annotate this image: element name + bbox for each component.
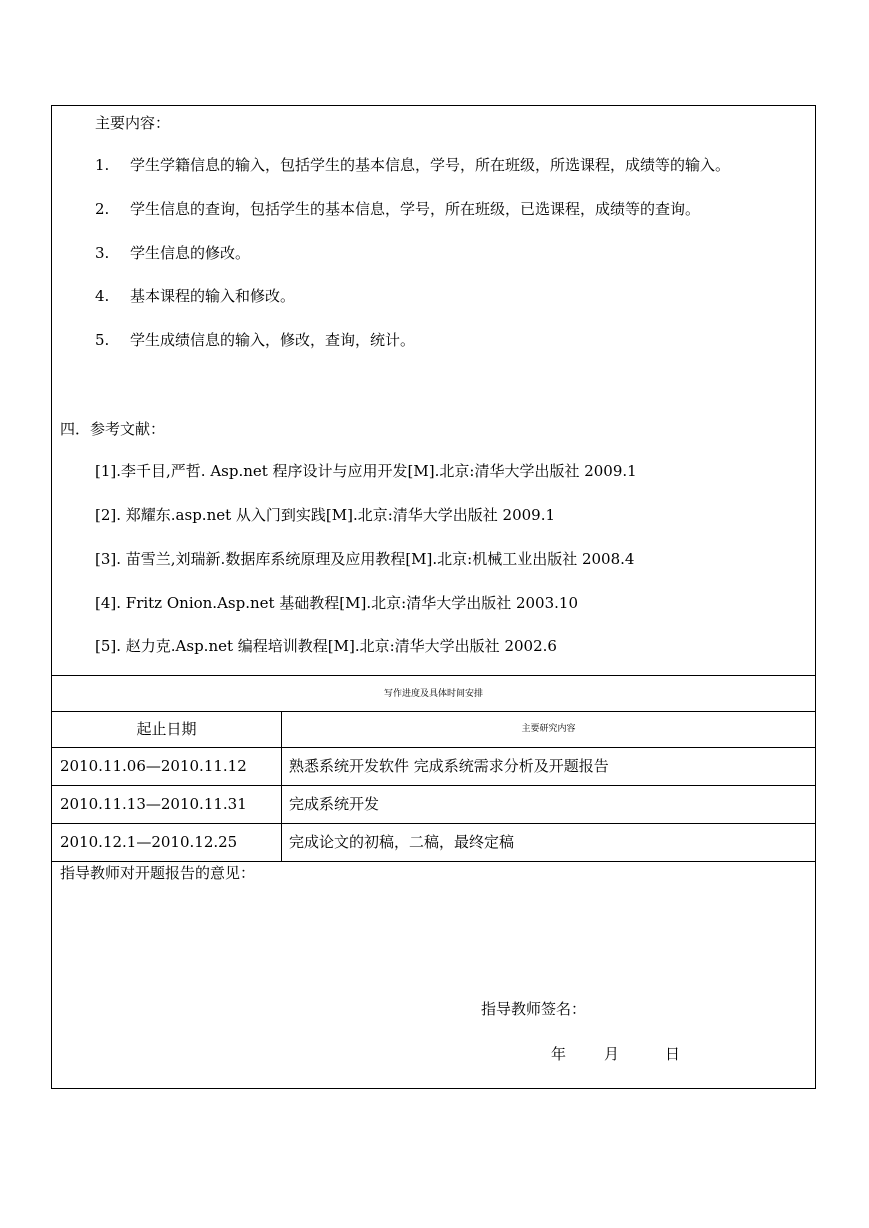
report-form-table bbox=[51, 105, 816, 1089]
schedule-date: 2010.12.1—2010.12.25 bbox=[60, 833, 238, 851]
advisor-opinion-label: 指导教师对开题报告的意见： bbox=[60, 864, 256, 882]
item-text: 学生成绩信息的输入，修改，查询，统计。 bbox=[130, 331, 416, 349]
item-text: 基本课程的输入和修改。 bbox=[130, 287, 296, 305]
column-header-content: 主要研究内容 bbox=[521, 724, 576, 734]
item-text: 学生信息的查询，包括学生的基本信息，学号，所在班级，已选课程，成绩等的查询。 bbox=[130, 200, 701, 218]
schedule-content: 完成系统开发 bbox=[289, 795, 380, 813]
date-month-label: 月 bbox=[604, 1045, 620, 1063]
references-heading: 四．参考文献： bbox=[60, 420, 166, 438]
date-day-label: 日 bbox=[665, 1045, 681, 1063]
item-number: 2. bbox=[95, 200, 110, 218]
reference-item: [5]. 赵力克.Asp.net 编程培训教程[M].北京:清华大学出版社 2002.6 bbox=[95, 637, 557, 655]
advisor-signature-label: 指导教师签名： bbox=[481, 1000, 587, 1018]
schedule-content: 熟悉系统开发软件 完成系统需求分析及开题报告 bbox=[289, 757, 609, 775]
reference-item: [3]. 苗雪兰,刘瑞新.数据库系统原理及应用教程[M].北京:机械工业出版社 2008.4 bbox=[95, 550, 635, 568]
item-text: 学生信息的修改。 bbox=[130, 244, 251, 262]
reference-item: [4]. Fritz Onion.Asp.net 基础教程[M].北京:清华大学出版社 2003.10 bbox=[95, 594, 578, 612]
item-number: 5. bbox=[95, 331, 110, 349]
item-number: 3. bbox=[95, 244, 110, 262]
divider bbox=[52, 823, 815, 824]
divider bbox=[52, 711, 815, 712]
schedule-date: 2010.11.06—2010.11.12 bbox=[60, 757, 247, 775]
item-number: 1. bbox=[95, 156, 110, 174]
column-header-date: 起止日期 bbox=[136, 720, 197, 738]
divider bbox=[52, 861, 815, 862]
divider bbox=[52, 675, 815, 676]
schedule-content: 完成论文的初稿，二稿，最终定稿 bbox=[289, 833, 515, 851]
main-content-heading: 主要内容： bbox=[95, 114, 171, 132]
schedule-title: 写作进度及具体时间安排 bbox=[383, 689, 483, 699]
item-number: 4. bbox=[95, 287, 110, 305]
reference-item: [2]. 郑耀东.asp.net 从入门到实践[M].北京:清华大学出版社 2009.1 bbox=[95, 506, 556, 524]
divider bbox=[52, 785, 815, 786]
divider bbox=[52, 747, 815, 748]
schedule-date: 2010.11.13—2010.11.31 bbox=[60, 795, 247, 813]
item-text: 学生学籍信息的输入，包括学生的基本信息，学号，所在班级，所选课程，成绩等的输入。 bbox=[130, 156, 731, 174]
date-year-label: 年 bbox=[551, 1045, 567, 1063]
reference-item: [1].李千目,严哲. Asp.net 程序设计与应用开发[M].北京:清华大学出版社 2009.1 bbox=[95, 462, 637, 480]
